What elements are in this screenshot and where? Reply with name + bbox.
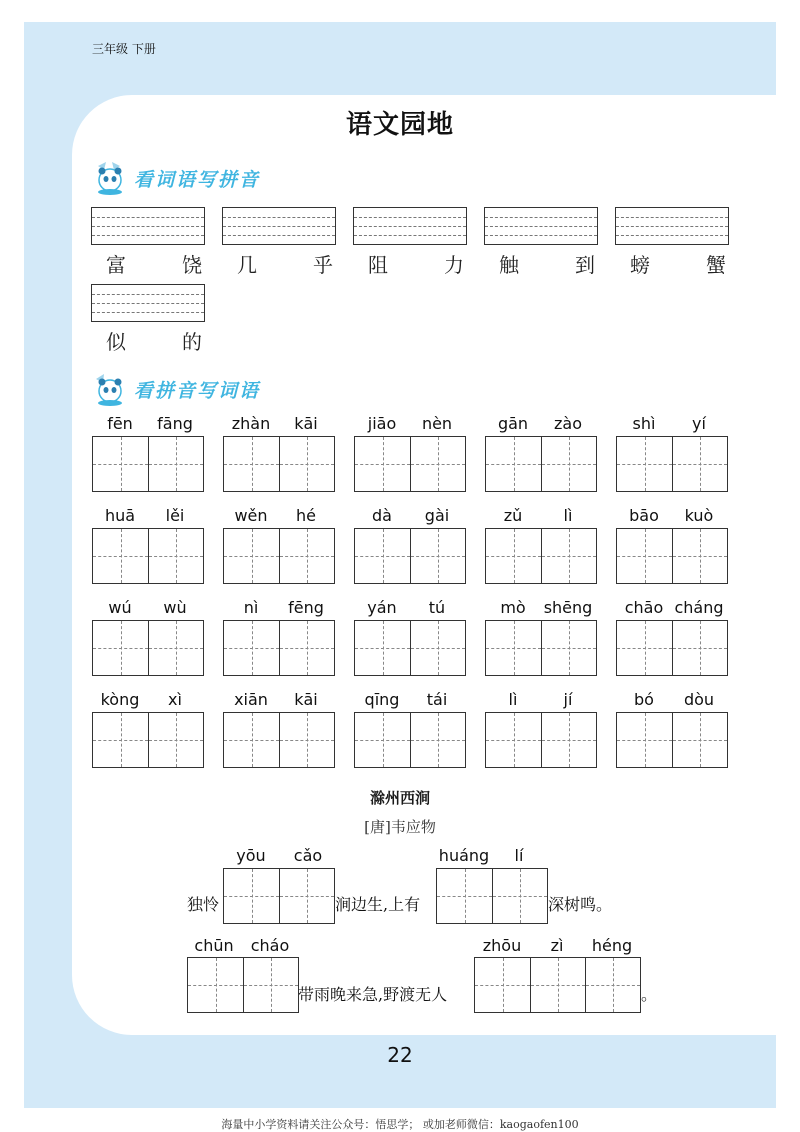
grid-cell[interactable] xyxy=(672,437,727,491)
section1-title: 看词语写拼音 xyxy=(134,168,261,191)
grid-cell[interactable] xyxy=(279,621,334,675)
poem-text: 。 xyxy=(641,985,658,1004)
pinyin-label: shì xyxy=(632,414,656,433)
word: 螃 蟹 xyxy=(630,253,726,277)
pinyin-label: nèn xyxy=(421,414,453,433)
pinyin-box[interactable] xyxy=(91,207,205,245)
poem-pinyin: héng xyxy=(591,936,633,955)
poem-pinyin: cháo xyxy=(250,936,290,955)
grid-cell[interactable] xyxy=(410,621,465,675)
pinyin-label: dòu xyxy=(683,690,715,709)
answer-grid[interactable] xyxy=(485,712,597,768)
grid-cell[interactable] xyxy=(93,621,148,675)
answer-grid[interactable] xyxy=(616,620,728,676)
grid-cell[interactable] xyxy=(148,529,203,583)
poem-text: 深树鸣。 xyxy=(548,895,613,914)
grid-cell[interactable] xyxy=(617,621,672,675)
pinyin-label: hé xyxy=(296,506,316,525)
pinyin-label: zào xyxy=(554,414,582,433)
grid-cell[interactable] xyxy=(410,437,465,491)
answer-grid[interactable] xyxy=(616,712,728,768)
pinyin-label: xì xyxy=(168,690,182,709)
word: 似 的 xyxy=(106,330,202,354)
pinyin-label: xiān xyxy=(234,690,268,709)
answer-grid[interactable] xyxy=(92,436,204,492)
grid-cell[interactable] xyxy=(148,621,203,675)
grid-cell[interactable] xyxy=(93,529,148,583)
grid-cell[interactable] xyxy=(541,621,596,675)
grid-cell[interactable] xyxy=(224,621,279,675)
answer-grid[interactable] xyxy=(223,436,335,492)
pinyin-label: tú xyxy=(428,598,446,617)
answer-grid[interactable] xyxy=(223,620,335,676)
pinyin-label: fēn xyxy=(107,414,133,433)
pinyin-label: fāng xyxy=(157,414,193,433)
answer-grid[interactable] xyxy=(485,528,597,584)
grid-cell[interactable] xyxy=(672,713,727,767)
grid-cell[interactable] xyxy=(355,529,410,583)
section2-title: 看拼音写词语 xyxy=(134,379,261,402)
answer-grid[interactable] xyxy=(223,868,335,924)
answer-grid[interactable] xyxy=(92,620,204,676)
grid-cell[interactable] xyxy=(224,713,279,767)
pinyin-label: kòng xyxy=(100,690,140,709)
pinyin-label: mò xyxy=(500,598,526,617)
section1-header xyxy=(92,160,260,196)
pinyin-label: huā xyxy=(104,506,136,525)
panda-icon xyxy=(92,371,130,407)
grid-cell[interactable] xyxy=(486,529,541,583)
word: 阻 力 xyxy=(368,253,464,277)
pinyin-label: yán xyxy=(367,598,397,617)
answer-grid[interactable] xyxy=(616,436,728,492)
grid-cell[interactable] xyxy=(541,713,596,767)
grid-cell[interactable] xyxy=(486,713,541,767)
poem-pinyin: huáng xyxy=(438,846,490,865)
pinyin-label: jiāo xyxy=(367,414,397,433)
grid-cell[interactable] xyxy=(355,621,410,675)
poem-pinyin: lí xyxy=(514,846,524,865)
grid-cell[interactable] xyxy=(672,621,727,675)
poem-pinyin: zhōu xyxy=(482,936,522,955)
poem-pinyin: cǎo xyxy=(293,846,323,865)
pinyin-label: lì xyxy=(508,690,518,709)
pinyin-label: kāi xyxy=(294,690,318,709)
answer-grid[interactable] xyxy=(354,712,466,768)
panda-icon xyxy=(92,160,130,196)
grid-cell[interactable] xyxy=(672,529,727,583)
pinyin-label: dà xyxy=(372,506,392,525)
pinyin-label: zǔ xyxy=(503,506,523,525)
grid-cell[interactable] xyxy=(410,529,465,583)
pinyin-label: bāo xyxy=(629,506,659,525)
answer-grid[interactable] xyxy=(92,528,204,584)
grid-cell[interactable] xyxy=(410,713,465,767)
pinyin-box[interactable] xyxy=(91,284,205,322)
grid-cell[interactable] xyxy=(355,713,410,767)
answer-grid[interactable] xyxy=(436,868,548,924)
pinyin-label: nì xyxy=(243,598,259,617)
answer-grid[interactable] xyxy=(616,528,728,584)
pinyin-label: tái xyxy=(426,690,448,709)
answer-grid[interactable] xyxy=(223,528,335,584)
answer-grid[interactable] xyxy=(354,436,466,492)
grid-cell[interactable] xyxy=(279,529,334,583)
grid-cell[interactable] xyxy=(541,437,596,491)
grid-cell[interactable] xyxy=(224,529,279,583)
pinyin-label: lì xyxy=(563,506,573,525)
poem-text: 涧边生,上有 xyxy=(335,895,421,914)
pinyin-label: cháng xyxy=(674,598,724,617)
grid-cell[interactable] xyxy=(486,437,541,491)
pinyin-label: wú xyxy=(108,598,132,617)
page-title: 语文园地 xyxy=(345,110,454,140)
grid-cell[interactable] xyxy=(93,437,148,491)
answer-grid[interactable] xyxy=(354,620,466,676)
grid-cell[interactable] xyxy=(617,529,672,583)
pinyin-label: fēng xyxy=(288,598,324,617)
grade-label: 三年级 下册 xyxy=(92,42,156,56)
answer-grid[interactable] xyxy=(485,620,597,676)
poem-pinyin: zì xyxy=(550,936,564,955)
pinyin-label: bó xyxy=(634,690,654,709)
grid-cell[interactable] xyxy=(541,529,596,583)
word: 富 饶 xyxy=(106,253,202,277)
answer-grid[interactable] xyxy=(187,957,299,1013)
pinyin-box[interactable] xyxy=(484,207,598,245)
answer-grid[interactable] xyxy=(223,712,335,768)
section2-header xyxy=(92,371,260,407)
page-number: 22 xyxy=(387,1043,413,1067)
answer-grid[interactable] xyxy=(485,436,597,492)
pinyin-label: gān xyxy=(497,414,529,433)
grid-cell[interactable] xyxy=(279,713,334,767)
pinyin-label: jí xyxy=(563,690,573,709)
answer-grid[interactable] xyxy=(474,957,641,1013)
answer-grid[interactable] xyxy=(92,712,204,768)
pinyin-label: qīng xyxy=(364,690,400,709)
poem-pinyin: chūn xyxy=(194,936,234,955)
pinyin-box[interactable] xyxy=(222,207,336,245)
pinyin-label: yí xyxy=(692,414,706,433)
grid-cell[interactable] xyxy=(617,437,672,491)
pinyin-label: chāo xyxy=(624,598,664,617)
pinyin-label: wěn xyxy=(234,506,268,525)
grid-cell[interactable] xyxy=(279,437,334,491)
poem-text: 带雨晚来急,野渡无人 xyxy=(298,985,448,1004)
poem-text: 独怜 xyxy=(187,895,220,914)
footer-note: 海量中小学资料请关注公众号：悟思学； 或加老师微信：kaogaofen100 xyxy=(221,1118,579,1131)
pinyin-label: zhàn xyxy=(231,414,271,433)
poem-author: [唐]韦应物 xyxy=(364,818,436,836)
pinyin-label: kuò xyxy=(684,506,714,525)
word: 几 乎 xyxy=(237,253,333,277)
grid-cell[interactable] xyxy=(224,437,279,491)
pinyin-box[interactable] xyxy=(615,207,729,245)
word: 触 到 xyxy=(499,253,595,277)
grid-cell[interactable] xyxy=(148,713,203,767)
grid-cell[interactable] xyxy=(486,621,541,675)
poem-pinyin: yōu xyxy=(236,846,266,865)
pinyin-label: gài xyxy=(424,506,450,525)
pinyin-label: wù xyxy=(163,598,187,617)
grid-cell[interactable] xyxy=(355,437,410,491)
pinyin-label: shēng xyxy=(543,598,593,617)
pinyin-box[interactable] xyxy=(353,207,467,245)
grid-cell[interactable] xyxy=(148,437,203,491)
answer-grid[interactable] xyxy=(354,528,466,584)
pinyin-label: kāi xyxy=(294,414,318,433)
grid-cell[interactable] xyxy=(617,713,672,767)
poem-title: 滁州西涧 xyxy=(369,789,430,807)
pinyin-label: lěi xyxy=(165,506,185,525)
grid-cell[interactable] xyxy=(93,713,148,767)
